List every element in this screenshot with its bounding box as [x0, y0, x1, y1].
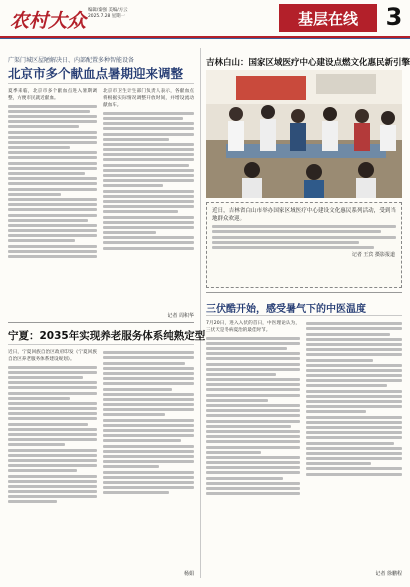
headline-rule [8, 83, 194, 84]
article-byline: 杨娟 [183, 571, 194, 577]
article-headline: 三伏酷开始，感受暑气下的中医温度 [206, 304, 366, 315]
article-column [8, 88, 97, 316]
section-separator [206, 292, 402, 293]
news-photo [206, 70, 402, 198]
section-separator [8, 322, 194, 323]
article-byline: 记者 周积华 [167, 313, 194, 319]
photo-caption: 近日，吉林省白山市举办国家区域医疗中心建设文化惠民系列活动，受到当地群众欢迎。 [212, 208, 396, 222]
section-tag: 基层在线 [279, 4, 377, 32]
headline-rule [206, 315, 402, 316]
article-opening: 7月20日，进入入伏的首日，中医理论认为，三伏天是冬病夏治的最佳时节。 [206, 321, 300, 334]
article-opening: 近日，宁夏回族自治区政府印发《宁夏回族自治区养老服务体系建设规划》。 [8, 350, 97, 363]
edition-line-1: 编辑/秦强 美编/方云 [88, 8, 128, 13]
article-opening: 夏季来临，北京市多个献血点进入暑期调整，方便市民就近献血。 [8, 89, 97, 102]
article-body-note: 北京市卫生计生部门负责人表示，各献血点将根据实际情况调整开放时间，并增设流动献血车。 [103, 89, 194, 109]
edition-line-2: 2025.7.28 星期一 [88, 14, 125, 19]
headline-rule [8, 344, 194, 345]
article-kicker: 广渠门城区屋陋解决日、内部配置多种智能设备 [8, 57, 135, 64]
article-headline: 宁夏：2035年实现养老服务体系纯熟定型 [8, 330, 206, 342]
masthead-rule-secondary [0, 38, 410, 39]
article-byline: 记者 徐鹏程 [375, 571, 402, 577]
newspaper-logo: 农村大众 [10, 10, 87, 32]
article-column [103, 88, 194, 310]
article-column [306, 320, 402, 564]
news-photo-illustration [206, 70, 402, 198]
article-column [103, 349, 194, 567]
article-headline: 吉林白山：国家区域医疗中心建设点燃文化惠民新引擎 [206, 58, 410, 68]
photo-caption-box [206, 202, 402, 288]
article-column [8, 349, 97, 574]
article-column [206, 320, 300, 570]
photo-credit: 记者 王宾 摄影报道 [351, 251, 395, 258]
masthead [0, 0, 410, 48]
column-divider [200, 48, 201, 578]
page-number: 3 [385, 3, 403, 31]
article-headline: 北京市多个献血点暑期迎来调整 [8, 66, 184, 81]
